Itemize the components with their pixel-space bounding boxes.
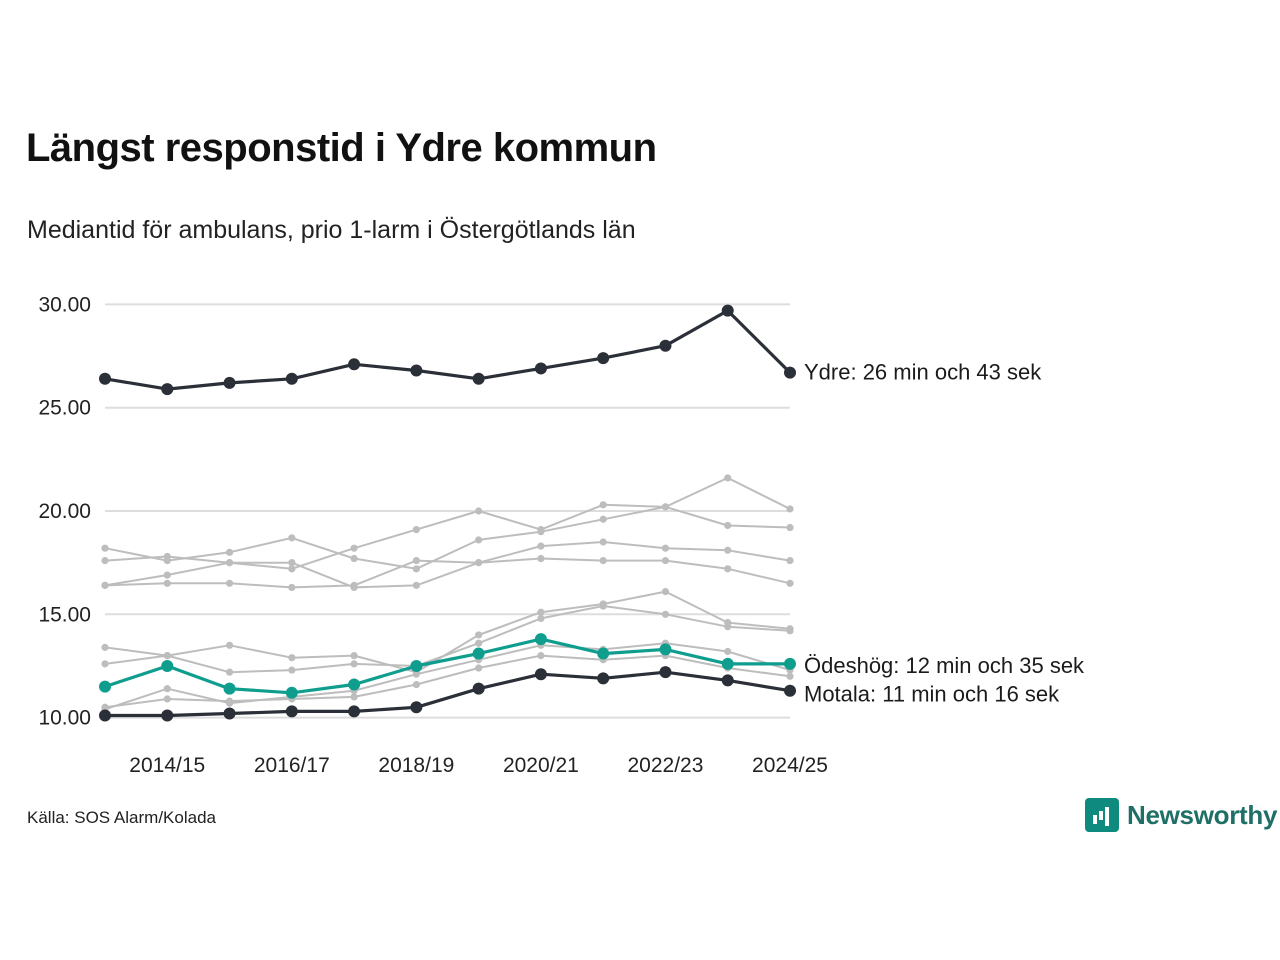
page-subtitle: Mediantid för ambulans, prio 1-larm i Östergötlands län bbox=[27, 216, 636, 244]
y-axis-tick-label: 20.00 bbox=[38, 500, 91, 523]
page-title: Längst responstid i Ydre kommun bbox=[26, 126, 657, 170]
chart-canvas bbox=[0, 260, 1280, 800]
y-axis-tick-label: 30.00 bbox=[38, 293, 91, 317]
x-axis-tick-label: 2018/19 bbox=[378, 754, 455, 777]
x-axis-tick-label: 2024/25 bbox=[752, 754, 828, 777]
newsworthy-logo bbox=[1085, 798, 1277, 832]
y-axis-tick-label: 25.00 bbox=[38, 396, 91, 420]
line-chart bbox=[0, 260, 1280, 800]
source-note: Källa: SOS Alarm/Kolada bbox=[27, 808, 216, 827]
series-ydre bbox=[99, 305, 796, 396]
x-axis-tick-label: 2014/15 bbox=[129, 754, 206, 777]
y-axis-tick-label: 15.00 bbox=[38, 603, 91, 627]
annotation-ydre: Ydre: 26 min och 43 sek bbox=[804, 359, 1042, 385]
annotation-motala: Motala: 11 min och 16 sek bbox=[804, 681, 1060, 707]
x-axis-tick-label: 2016/17 bbox=[253, 754, 330, 777]
bar-chart-icon bbox=[1085, 798, 1119, 832]
series-kommun-a bbox=[101, 474, 793, 572]
x-axis-tick-label: 2020/21 bbox=[502, 754, 579, 777]
x-axis-tick-label: 2022/23 bbox=[627, 754, 704, 777]
series-motala bbox=[99, 666, 796, 721]
series-kommun-e bbox=[101, 588, 793, 676]
logo-text: Newsworthy bbox=[1127, 799, 1278, 830]
y-axis-tick-label: 10.00 bbox=[38, 706, 91, 730]
annotation-ödeshög: Ödeshög: 12 min och 35 sek bbox=[804, 652, 1085, 678]
